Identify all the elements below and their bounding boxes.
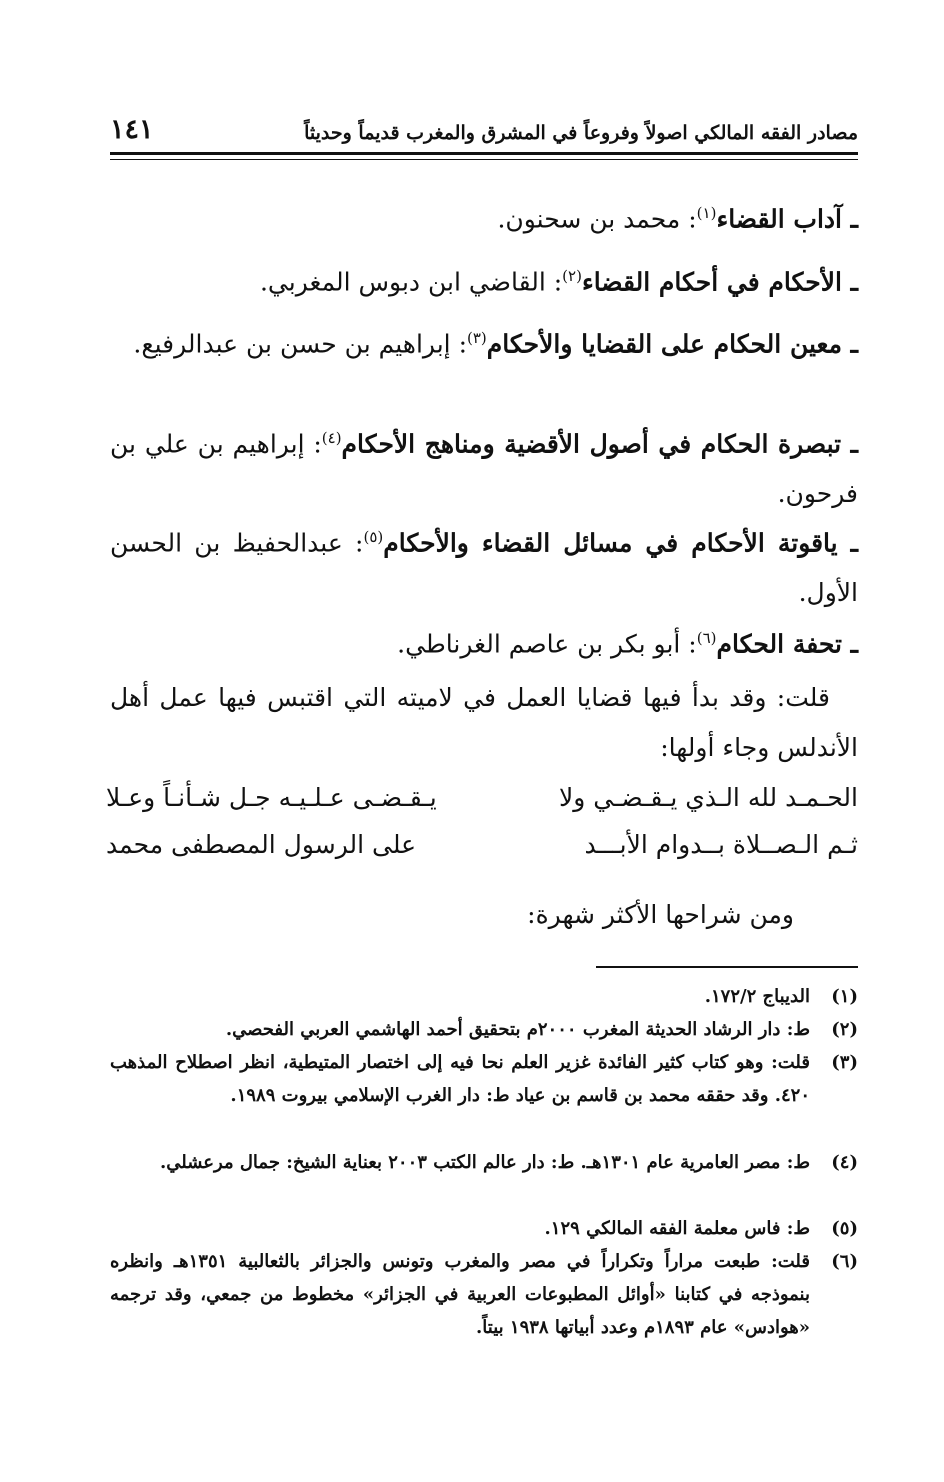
footnote-text: ط: مصر العامرية عام ١٣٠١هـ. ط: دار عالم الكتب ٢٠٠٣ بعناية الشيخ: جمال مرعشلي. xyxy=(159,1152,810,1173)
verse-2-first-hemistich: ثـم الـصــلاة بــدوام الأبـــد xyxy=(584,830,858,859)
entry-author: : محمد بن سحنون. xyxy=(497,204,697,234)
footnote-2 xyxy=(110,1013,858,1046)
footnote-number: (٥) xyxy=(831,1218,858,1239)
footnote-text: قلت: وهو كتاب كثير الفائدة غزير العلم نحا فيه إلى اختصار المتيطية، انظر اصطلاح المذهب ٤٢٠. وقد حققه محمد بن قاسم بن عياد ط: دار الغرب الإسلامي بيروت ١٩٨٩. xyxy=(110,1052,810,1106)
entry-title: ـ الأحكام في أحكام القضاء xyxy=(581,267,858,297)
footnote-mark: (٦) xyxy=(696,629,717,647)
entry-5 xyxy=(110,512,858,618)
header-rule-thick xyxy=(110,152,858,155)
entry-2 xyxy=(260,251,858,307)
entry-author: : القاضي ابن دبوس المغربي. xyxy=(259,267,563,297)
footnote-number: (٦) xyxy=(831,1251,858,1272)
entry-title: ـ معين الحكام على القضايا والأحكام xyxy=(486,329,858,359)
entry-title: ـ تبصرة الحكام في أصول الأقضية ومناهج الأحكام xyxy=(341,429,858,459)
footnote-text: قلت: طبعت مراراً وتكراراً في مصر والمغرب وتونس والجزائر بالثعالبية ١٣٥١هـ وانظره بنموذجه في كتابنا «أوائل المطبوعات العربية في الجزائر» مخطوط من جمعي، وقد ترجمه «هوادس» عام ١٨٩٣م وعدد أبياتها ١٩٣٨ بيتاً. xyxy=(110,1251,810,1338)
entry-3 xyxy=(110,313,858,369)
entry-author: : عبدالحفيظ بن الحسن الأول. xyxy=(110,528,858,608)
verse-1-second-hemistich: يـقـضـى عـلـيـه جـل شـأنـاً وعـلا xyxy=(106,783,437,812)
footnote-number: (١) xyxy=(831,986,858,1007)
body-paragraph: قلت: وقد بدأ فيها قضايا العمل في لاميته التي اقتبس فيها عمل أهل الأندلس وجاء أولها: xyxy=(110,683,858,762)
entry-1 xyxy=(497,188,858,244)
footnote-1 xyxy=(110,980,858,1013)
footnote-mark: (١) xyxy=(696,204,717,222)
closing-line: ومن شراحها الأكثر شهرة: xyxy=(527,900,794,929)
footnote-number: (٣) xyxy=(831,1052,858,1073)
footnote-mark: (٤) xyxy=(321,429,342,447)
footnote-text: ط: فاس معلمة الفقه المالكي ١٢٩. xyxy=(544,1218,810,1239)
page-number: ١٤١ xyxy=(110,114,154,145)
footnote-number: (٢) xyxy=(831,1019,858,1040)
entry-6 xyxy=(397,613,858,669)
footnote-3 xyxy=(110,1046,858,1112)
footnote-separator xyxy=(596,966,858,968)
entry-title: ـ ياقوتة الأحكام في مسائل القضاء والأحكام xyxy=(383,528,858,558)
footnote-mark: (٢) xyxy=(562,267,582,285)
page-header xyxy=(110,112,858,152)
verse-1-first-hemistich: الحـمـد لله الـذي يـقـضـي ولا xyxy=(558,783,858,812)
header-rule-thin xyxy=(110,159,858,160)
entry-4 xyxy=(110,413,858,519)
entry-title: ـ آداب القضاء xyxy=(716,204,858,234)
entry-author: : إبراهيم بن حسن بن عبدالرفيع. xyxy=(133,329,467,359)
entry-title: ـ تحفة الحكام xyxy=(716,629,858,659)
footnote-5 xyxy=(110,1212,858,1245)
footnote-4 xyxy=(110,1146,858,1179)
footnote-number: (٤) xyxy=(831,1152,858,1173)
footnote-text: الديباج ١٧٢/٢. xyxy=(704,986,810,1007)
running-title: مصادر الفقه المالكي اصولاً وفروعاً في المشرق والمغرب قديماً وحديثاً xyxy=(304,122,858,144)
footnote-6 xyxy=(110,1245,858,1344)
footnote-mark: (٣) xyxy=(467,329,487,347)
verse-2-second-hemistich: على الرسول المصطفى محمد xyxy=(106,830,417,859)
footnote-mark: (٥) xyxy=(363,528,384,546)
entry-author: : إبراهيم بن علي بن فرحون. xyxy=(110,429,858,509)
footnote-text: ط: دار الرشاد الحديثة المغرب ٢٠٠٠م بتحقيق أحمد الهاشمي العربي الفحصي. xyxy=(225,1019,810,1040)
entry-author: : أبو بكر بن عاصم الغرناطي. xyxy=(397,629,697,659)
